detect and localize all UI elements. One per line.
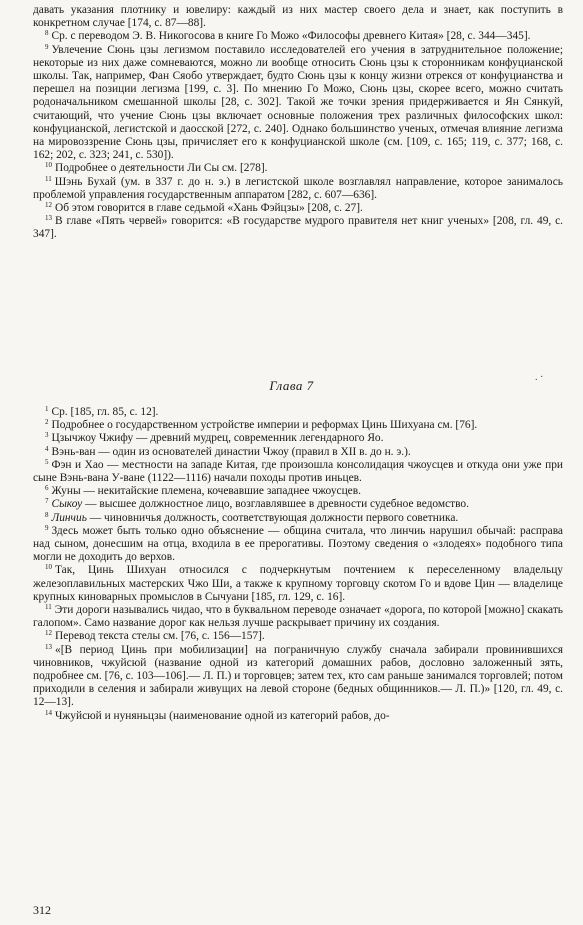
footnote-12: $^{12}$ Об этом говорится в главе седьмой «Хань Фэйцзы» [208, с. 27].	[45, 201, 363, 215]
marginal-dots: . ·	[535, 372, 544, 383]
note-6: $^6$ Жуны — некитайские племена, кочевавшие западнее чжоусцев.	[45, 484, 361, 498]
note-1: $^1$ Ср. [185, гл. 85, с. 12].	[45, 405, 159, 418]
note-14: $^{14}$ Чжуйсюй и нуняньцзы (наименование одной из категорий рабов, до-	[45, 708, 390, 722]
note-12: $^{12}$ Перевод текста стелы см. [76, с. 156—157].	[45, 629, 265, 643]
footnote-9: $^9$ Увлечение Сюнь цзы легизмом поставило исследователей его учения в затруднительное положение; некоторые из них даже сомневаются, можно ли вообще относить Сюнь цзы к сторонникам конфуцианской школы. Так, например, Фан Сяобо утверждает, будто Сюнь цзы к концу жизни отрекся от конфуцианства и перешел на позиции легизма [199, с. 3]. По мнению Го Можо, Сюнь цзы, скорее всего, можно считать родоначальником смешанной школы [28, с. 302]. Такой же точки зрения придерживается и Ян Сянкуй, считающий, что учение Сюнь цзы включает основные положения трех различных философских школ: конфуцианской, легистской и даосской [272, с. 240]. Однако большинство ученых, отмечая влияние легизма на мировоззрение Сюнь цзы, причисляет его к конфуцианской школе (см. [109, с. 165; 119, с. 377; 168, с. 162; 202, с. 323; 241, с. 530]).	[33, 42, 563, 162]
chapter-heading: Глава 7	[269, 378, 314, 393]
note-10: $^{10}$ Так, Цинь Шихуан относился с подчеркнутым почтением к переселенному владельцу железоплавильных мастерских Чжо Ши, а также к крупному торговцу скотом Го и вдове Цин — владелице крупных киноварных промыслов в Сычуани [185, гл. 129, с. 16].	[33, 563, 563, 603]
footnote-10: $^{10}$ Подробнее о деятельности Ли Сы см. [278].	[45, 161, 268, 175]
footnote-8: $^8$ Ср. с переводом Э. В. Никогосова в книге Го Можо «Философы древнего Китая» [28, с. 344—345].	[45, 29, 531, 43]
note-11: $^{11}$ Эти дороги назывались чидао, что в буквальном переводе означает «дорога, по которой [можно] скакать галопом». Само название дорог как нельзя лучше раскрывает причину их создания.	[33, 603, 563, 630]
footnote-continuation: давать указания плотнику и ювелиру: каждый из них мастер своего дела и знает, как поступить в конкретном случае [174, с. 87—88].	[33, 4, 563, 30]
note-2: $^2$ Подробнее о государственном устройстве империи и реформах Цинь Шихуана см. [76].	[45, 418, 478, 432]
page-number: 312	[33, 903, 51, 917]
note-3: $^3$ Цзычжоу Чжифу — древний мудрец, современник легендарного Яо.	[45, 431, 384, 445]
footnotes-top	[33, 4, 563, 242]
note-7: $^7$ Сыкоу — высшее должностное лицо, возглавлявшее в древности судебное ведомство.	[45, 497, 469, 511]
note-13: $^{13}$ «[В период Цинь при мобилизации] на пограничную службу сначала забирали провинившихся чиновников, чжуйсюй (название одной из категорий домашних рабов, дословно заложенный зять, подробнее см. [76, с. 103—106].— Л. П.) и торговцев; затем тех, кто сам раньше занимался торговлей; потом приходили в селения и забирали живущих на левой стороне (бедных общинников.— Л. П.)» [120, гл. 49, с. 12—13].	[33, 642, 563, 709]
note-9: $^9$ Здесь может быть только одно объяснение — община считала, что линчиь нарушил обычай: расправа над сыном, донесшим на отца, входила в ее прерогативы. Поэтому сведения о «злодеях» подобного типа могли не доходить до верхов.	[33, 523, 563, 564]
footnote-11: $^{11}$ Шэнь Бухай (ум. в 337 г. до н. э.) в легистской школе возглавлял направление, которое занималось проблемой управления государственным аппаратом [282, с. 607—636].	[33, 174, 563, 201]
note-8: $^8$ Линчиь — чиновничья должность, соответствующая должности первого советника.	[45, 510, 459, 524]
note-4: $^4$ Вэнь-ван — один из основателей династии Чжоу (правил в XII в. до н. э.).	[45, 444, 411, 458]
footnotes-chapter-7	[33, 406, 563, 723]
footnote-13: $^{13}$ В главе «Пять червей» говорится: «В государстве мудрого правителя нет книг ученых» [208, гл. 49, с. 347].	[33, 214, 563, 241]
note-5: $^5$ Фэн и Хао — местности на западе Китая, где произошла консолидация чжоусцев и откуда они уже при сыне Вэнь-вана У-ване (1122—1116) начали походы против иньцев.	[33, 457, 563, 485]
